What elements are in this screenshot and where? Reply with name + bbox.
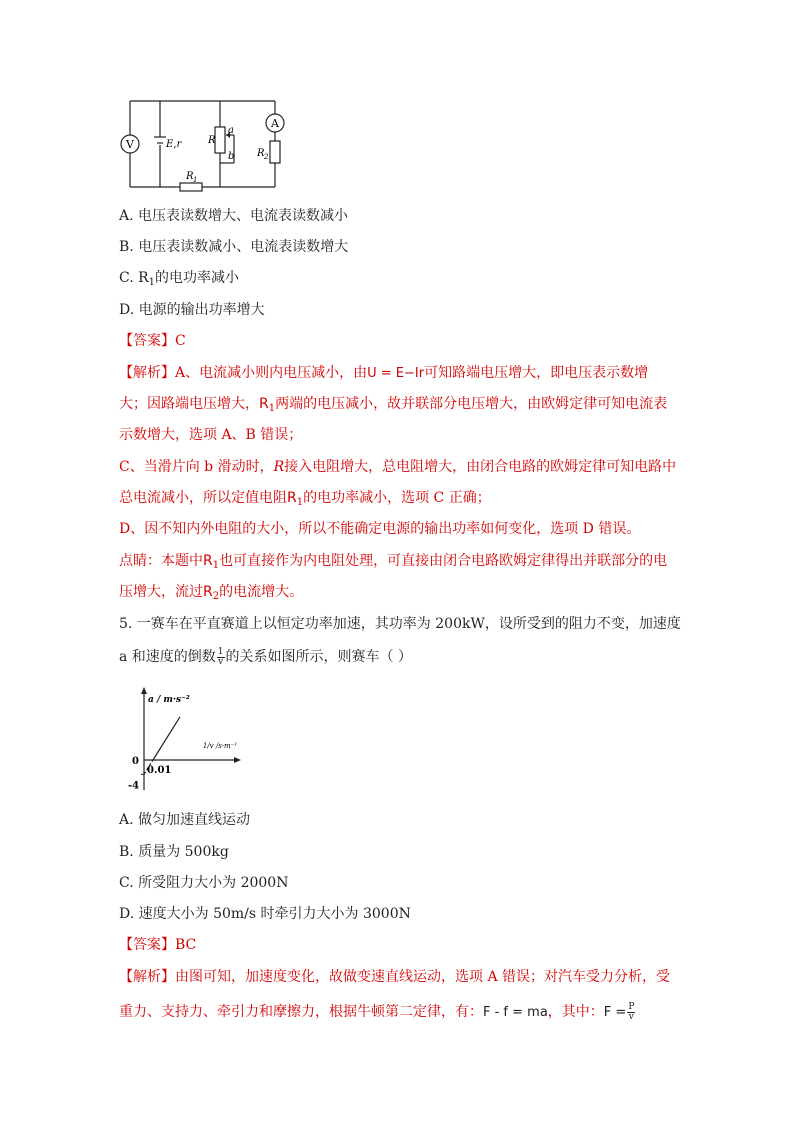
q5-analysis-line-1	[119, 967, 679, 987]
option-c	[119, 268, 679, 290]
formula: F =	[603, 1005, 627, 1020]
x-axis-arrow	[234, 757, 241, 763]
svg-text:1: 1	[193, 176, 198, 184]
svg-text:2: 2	[264, 153, 269, 161]
analysis-text: 也可直接作为内电阻处理，可直接由闭合电路欧姆定律得出并联部分的电	[219, 553, 668, 569]
option-c-prefix: C. R	[119, 270, 149, 286]
reciprocal-v-fraction	[217, 648, 225, 667]
ammeter-symbol	[266, 114, 284, 132]
analysis-text: 可知路端电压增大，即电压表示数增	[424, 365, 649, 381]
analysis-text: 接入电阻增大，总电阻增大，由闭合电路的欧姆定律可知电路中	[284, 459, 677, 475]
answer-value: BC	[175, 937, 197, 953]
analysis-line-4	[119, 457, 679, 477]
analysis-text: A、电流减小则内电压减小，由	[175, 365, 368, 381]
y-tick-label: -4	[128, 780, 140, 792]
svg-text:V: V	[126, 138, 134, 151]
symbol-sub: 1	[268, 403, 276, 414]
r2-resistor	[256, 141, 280, 163]
analysis-text: 的电流增大。	[219, 584, 304, 600]
fraction-numerator: P	[628, 1001, 635, 1012]
fraction-denominator: v	[628, 1011, 634, 1022]
svg-text:R: R	[208, 135, 216, 146]
y-axis-arrow	[141, 687, 147, 694]
option-b: B. 电压表读数减小、电流表读数增大	[119, 239, 349, 255]
fraction-denominator: v	[218, 656, 224, 667]
analysis-line-1	[119, 363, 679, 384]
analysis-text: 总电流减小，所以定值电阻	[119, 490, 287, 506]
svg-text:a: a	[228, 125, 234, 136]
analysis-line-5	[119, 488, 679, 510]
q5-option-b: B. 质量为 500kg	[119, 844, 229, 860]
q5-analysis-line-2	[119, 1002, 679, 1023]
y-tick-label: 0	[132, 756, 139, 767]
q5-option-d: D. 速度大小为 50m/s 时牵引力大小为 3000N	[119, 906, 411, 922]
option-c-suffix: 的电功率减小	[155, 270, 240, 286]
x-tick-label: 0.01	[147, 765, 172, 776]
voltmeter-symbol	[121, 135, 139, 153]
tip-line-1	[119, 551, 679, 573]
stem-text: a 和速度的倒数	[119, 649, 216, 665]
symbol-sub: 2	[212, 591, 220, 602]
source-label: E,r	[166, 139, 182, 150]
symbol-r: R	[259, 396, 269, 412]
svg-text:R: R	[186, 171, 194, 182]
analysis-text: 大；因路端电压增大，	[119, 396, 259, 412]
symbol-r: R	[203, 584, 213, 600]
q5-option-c: C. 所受阻力大小为 2000N	[119, 875, 289, 891]
analysis-label: 【解析】	[119, 969, 175, 985]
y-axis-label: a / m·s⁻²	[148, 695, 190, 705]
analysis-text: 压增大，流过	[119, 584, 203, 600]
answer-label: 【答案】	[119, 937, 175, 953]
analysis-text: ，其中：	[547, 1004, 604, 1020]
stem-text: 的关系如图所示，则赛车（ ）	[225, 649, 412, 665]
option-a: A. 电压表读数增大、电流表读数减小	[119, 208, 349, 224]
option-c-sub: 1	[148, 277, 156, 288]
analysis-text: C、当滑片向 b 滑动时，	[119, 459, 274, 475]
svg-text:b: b	[228, 151, 235, 162]
series-line-1	[153, 717, 180, 760]
analysis-line-6: D、因不知内外电阻的大小，所以不能确定电源的输出功率如何变化，选项 D 错误。	[119, 521, 641, 537]
symbol-sub: 1	[212, 560, 220, 571]
svg-text:A: A	[271, 117, 279, 130]
analysis-line-2	[119, 394, 679, 416]
analysis-text: 的电功率减小，选项 C 正确；	[303, 490, 491, 506]
svg-text:R: R	[257, 148, 265, 159]
x-axis-label: 1/v /s·m⁻¹	[202, 742, 238, 750]
analysis-text: 点睛：本题中	[119, 553, 203, 569]
q5-answer-line	[119, 935, 679, 955]
answer-label: 【答案】	[119, 333, 175, 349]
q5-stem-2	[119, 647, 679, 667]
q5-stem-1: 5. 一赛车在平直赛道上以恒定功率加速，其功率为 200kW，设所受到的阻力不变，加速度	[119, 616, 681, 632]
q5-option-a: A. 做匀加速直线运动	[119, 812, 251, 828]
analysis-text: 由图可知，加速度变化，故做变速直线运动，选项 A 错误；对汽车受力分析，受	[175, 969, 671, 985]
option-d: D. 电源的输出功率增大	[119, 302, 265, 318]
analysis-text: 两端的电压减小，故并联部分电压增大，由欧姆定律可知电流表	[275, 396, 668, 412]
symbol-r: R	[273, 459, 285, 475]
symbol-r: R	[287, 490, 297, 506]
fraction-numerator: 1	[217, 646, 224, 657]
a-vs-reciprocal-v-graph	[112, 686, 242, 794]
tip-line-2	[119, 582, 679, 604]
formula: F - f = ma	[483, 1005, 548, 1020]
p-over-v-fraction	[627, 1003, 635, 1022]
analysis-label: 【解析】	[119, 365, 175, 381]
analysis-line-3: 示数增大，选项 A、B 错误；	[119, 427, 303, 443]
circuit-diagram	[118, 95, 290, 195]
r1-resistor	[180, 171, 202, 191]
symbol-r: R	[203, 553, 213, 569]
answer-value: C	[175, 333, 186, 349]
formula: U = E−Ir	[367, 366, 425, 381]
symbol-sub: 1	[296, 497, 304, 508]
analysis-text: 重力、支持力、牵引力和摩擦力，根据牛顿第二定律，有：	[119, 1004, 483, 1020]
rheostat-symbol	[207, 125, 234, 162]
answer-line	[119, 331, 679, 351]
